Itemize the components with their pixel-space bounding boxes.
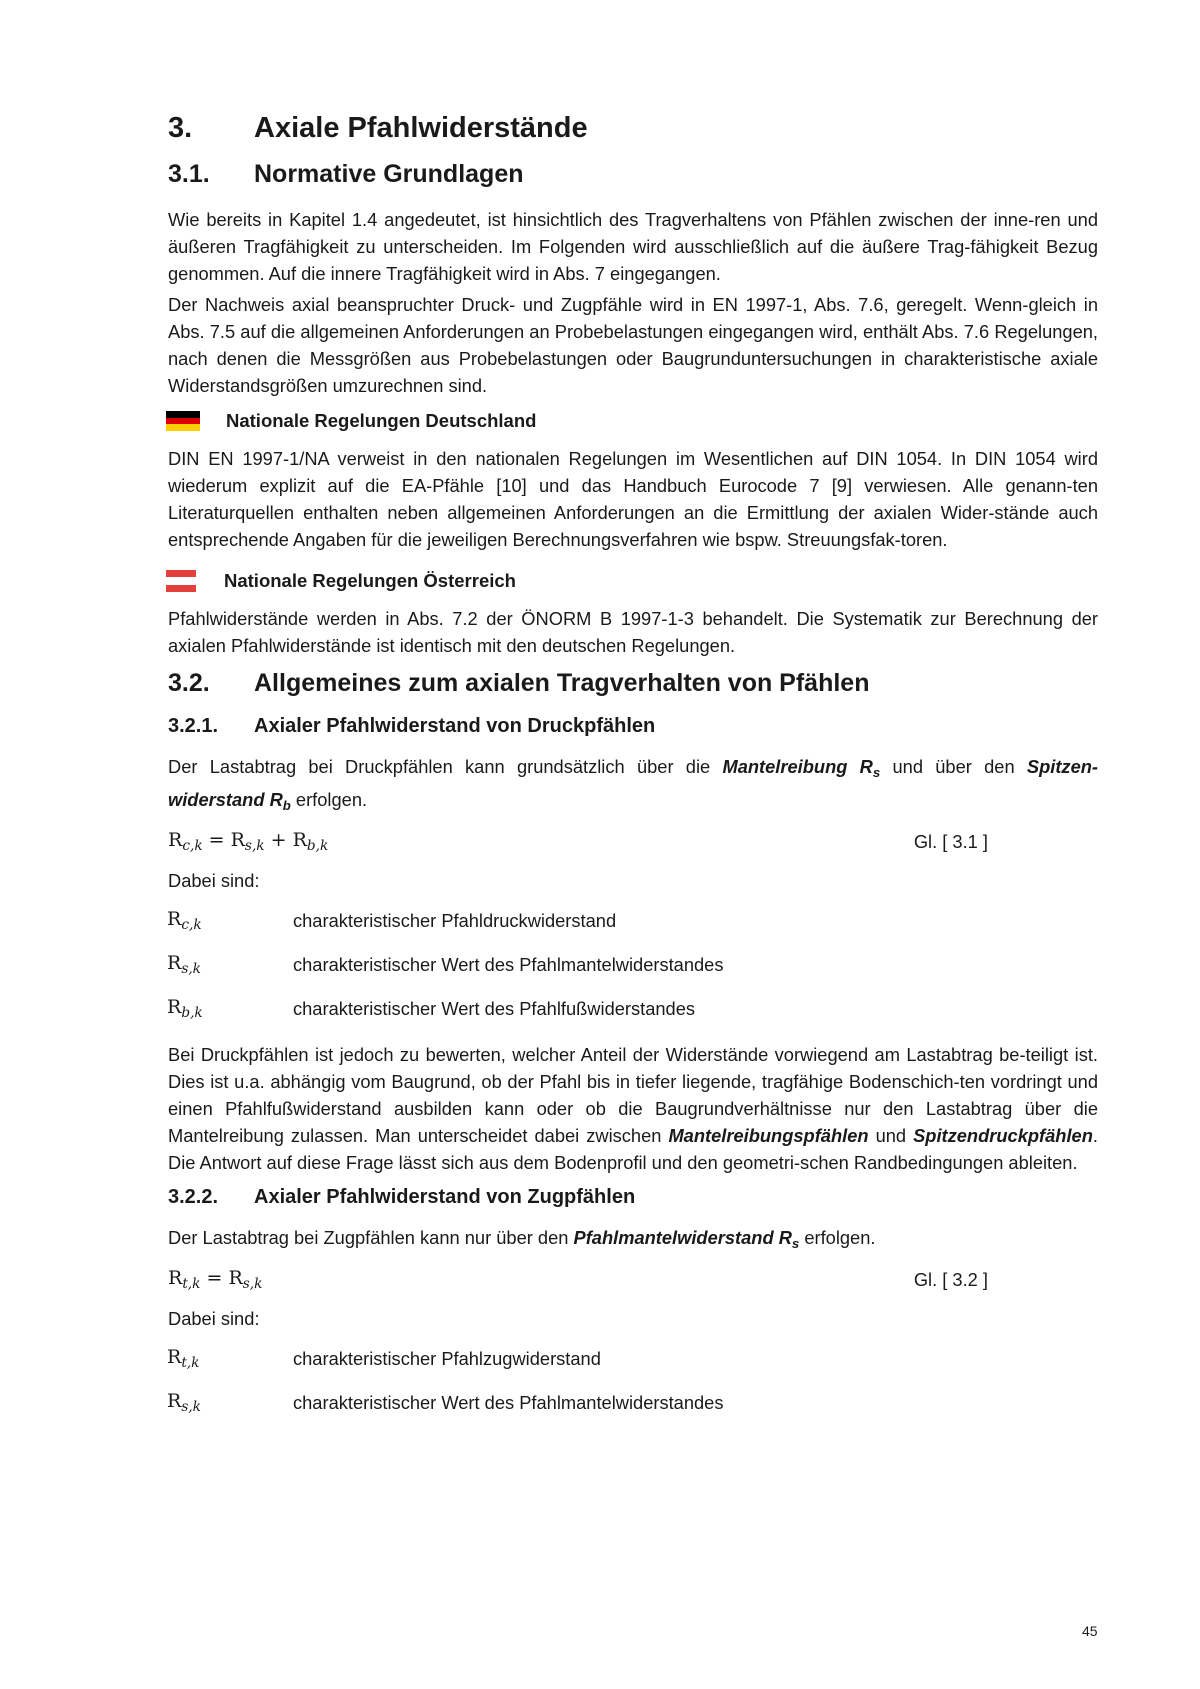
definition-symbol: $R_{s,k}$ <box>167 952 201 978</box>
term-spitzenwiderstand: Spitzen-widerstand $R_b$ <box>168 756 1098 813</box>
paragraph-en1997: Der Nachweis axial beanspruchter Druck- und Zugpfähle wird in EN 1997-1, Abs. 7.6, geregelt. Wenn-gleich in Abs. 7.5 auf die allgemeinen Anforderungen an Probebelastungen eingegangen wird, enthält Abs. 7.6 Regelungen, nach denen die Messgrößen aus Probebelastungen oder Baugrunduntersuchungen in charakteristische axiale Widerstandsgrößen umzurechnen sind. <box>168 294 1098 396</box>
section-title: Normative Grundlagen <box>254 160 524 188</box>
definition-row <box>168 899 1098 943</box>
definition-row <box>168 987 1098 1031</box>
section-heading-3-2 <box>168 669 1098 705</box>
equation-3-1 <box>168 823 1098 861</box>
paragraph-compression-load-transfer: Der Lastabtrag bei Druckpfählen kann grundsätzlich über die Mantelreibung $R_s$ und über den Spitzen-widerstand $R_b$ erfolgen. <box>168 756 1098 813</box>
section-heading-3-2-2 <box>168 1186 1098 1216</box>
definition-row <box>168 1381 1098 1425</box>
national-rules-germany-heading <box>166 403 1098 439</box>
section-number: 3.2.1. <box>168 715 219 737</box>
term-spitzendruckpfaehle: Spitzendruckpfählen <box>913 1124 1093 1146</box>
definition-text: charakteristischer Wert des Pfahlfußwiderstandes <box>293 997 696 1019</box>
paragraph-tension-load-transfer: Der Lastabtrag bei Zugpfählen kann nur über den Pfahlmantelwiderstand $R_s$ erfolgen. <box>168 1226 876 1251</box>
term-pfahlmantelwiderstand: Pfahlmantelwiderstand $R_s$ <box>573 1226 800 1251</box>
definition-row <box>168 1337 1098 1381</box>
paragraph-compression-assessment: Bei Druckpfählen ist jedoch zu bewerten, welcher Anteil der Widerstände vorwiegend am Lastabtrag be-teiligt ist. Dies ist u.a. abhängig vom Baugrund, ob der Pfahl bis in tiefer liegende, tragfähige Bodenschich-ten vordringt und einen Pfahlfußwiderstand ausbilden kann oder ob die Baugrundverhältnisse nur den Lastabtrag über die Mantelreibung zulassen. Man unterscheidet dabei zwischen Mantelreibungspfählen und Spitzendruckpfählen. Die Antwort auf diese Frage lässt sich aus dem Bodenprofil und den geometri-schen Randbedingungen ableiten. <box>168 1043 1098 1173</box>
definition-text: charakteristischer Pfahldruckwiderstand <box>293 909 617 931</box>
section-title: Axialer Pfahlwiderstand von Druckpfählen <box>254 715 656 737</box>
section-title: Axiale Pfahlwiderstände <box>254 112 588 144</box>
section-title: Allgemeines zum axialen Tragverhalten von Pfählen <box>254 669 870 697</box>
paragraph-intro: Wie bereits in Kapitel 1.4 angedeutet, ist hinsichtlich des Tragverhaltens von Pfählen zwischen der inne-ren und äußeren Tragfähigkeit zu unterscheiden. Im Folgenden wird ausschließlich auf die äußere Trag-fähigkeit Bezug genommen. Auf die innere Tragfähigkeit wird in Abs. 7 eingegangen. <box>168 209 1098 284</box>
equation-number: Gl. [ 3.2 ] <box>913 1268 988 1290</box>
national-rules-label: Nationale Regelungen Österreich <box>224 570 516 591</box>
section-title: Axialer Pfahlwiderstand von Zugpfählen <box>254 1185 636 1208</box>
equation-formula: $R_{c,k} = R_{s,k} + R_{b,k}$ <box>168 829 329 855</box>
term-mantelreibungspfaehle: Mantelreibungspfählen <box>668 1124 869 1146</box>
paragraph-austria: Pfahlwiderstände werden in Abs. 7.2 der ÖNORM B 1997-1-3 behandelt. Die Systematik zur Berechnung der axialen Pfahlwiderstände ist identisch mit den deutschen Regelungen. <box>168 608 1098 656</box>
section-number: 3.2. <box>168 669 210 697</box>
definition-text: charakteristischer Wert des Pfahlmantelwiderstandes <box>293 1391 724 1413</box>
equation-number: Gl. [ 3.1 ] <box>913 830 988 852</box>
term-mantelreibung: Mantelreibung $R_s$ <box>722 756 881 780</box>
paragraph-germany: DIN EN 1997-1/NA verweist in den nationalen Regelungen im Wesentlichen auf DIN 1054. In DIN 1054 wird wiederum explizit auf die EA-Pfähle [10] und das Handbuch Eurocode 7 [9] verwiesen. Alle genann-ten Literaturquellen enthalten neben allgemeinen Anforderungen an die Ermittlung der axialen Wider-stände auch entsprechende Angaben für die jeweiligen Berechnungsverfahren wie bspw. Streuungsfak-toren. <box>168 448 1098 550</box>
page-content <box>168 112 1098 1425</box>
german-flag-icon <box>166 411 200 431</box>
national-rules-austria-heading <box>166 563 1098 599</box>
where-label: Dabei sind: <box>168 1307 260 1329</box>
section-heading-3 <box>168 112 1098 152</box>
page-number: 45 <box>1082 1623 1098 1639</box>
equation-formula: $R_{t,k} = R_{s,k}$ <box>168 1267 263 1293</box>
definition-text: charakteristischer Wert des Pfahlmantelwiderstandes <box>293 953 724 975</box>
section-heading-3-1 <box>168 160 1098 196</box>
definition-symbol: $R_{t,k}$ <box>167 1346 200 1372</box>
section-number: 3.2.2. <box>168 1185 219 1208</box>
definition-text: charakteristischer Pfahlzugwiderstand <box>293 1347 601 1369</box>
national-rules-label: Nationale Regelungen Deutschland <box>226 410 537 431</box>
equation-3-2 <box>168 1261 1098 1299</box>
austrian-flag-icon <box>166 570 196 592</box>
definition-symbol: $R_{c,k}$ <box>167 908 202 934</box>
section-number: 3.1. <box>168 160 210 188</box>
where-label: Dabei sind: <box>168 869 260 891</box>
definition-symbol: $R_{s,k}$ <box>167 1390 201 1416</box>
section-number: 3. <box>168 112 193 144</box>
definition-row <box>168 943 1098 987</box>
section-heading-3-2-1 <box>168 715 1098 745</box>
definition-symbol: $R_{b,k}$ <box>167 996 203 1022</box>
